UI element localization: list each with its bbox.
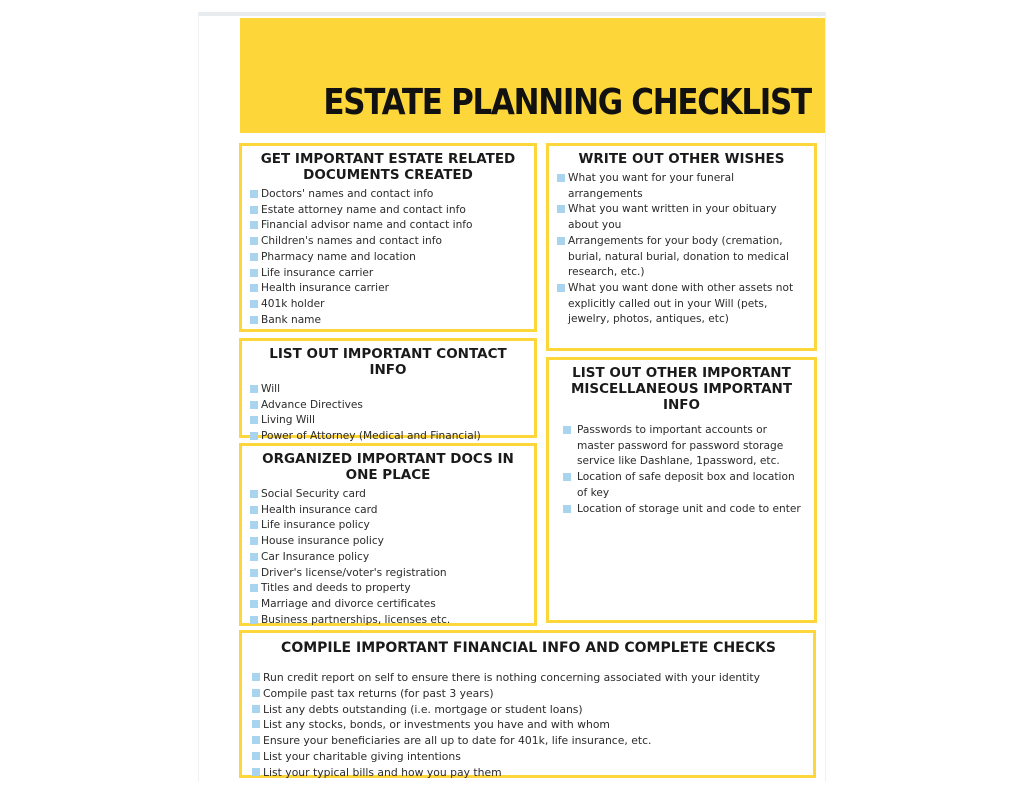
section-contact-info	[239, 338, 537, 443]
checkbox-square-icon	[250, 569, 258, 577]
checkbox-square-icon	[557, 284, 565, 292]
checkbox-square-icon	[250, 190, 258, 198]
checklist-item-text: Location of safe deposit box and location of key	[577, 471, 795, 499]
checkbox-square-icon	[250, 269, 258, 277]
checklist-item-text: Marriage and divorce certificates	[261, 597, 436, 610]
checklist	[557, 423, 806, 517]
checklist-item	[250, 550, 526, 566]
section-documents	[239, 143, 537, 332]
checkbox-square-icon	[252, 768, 260, 776]
checkbox-square-icon	[563, 426, 571, 434]
checklist-item-text: Car Insurance policy	[261, 550, 370, 563]
checklist-item	[250, 566, 526, 582]
checklist-item-text: Estate attorney name and contact info	[261, 203, 466, 216]
checklist-item-text: Business partnerships, licenses etc.	[261, 613, 451, 626]
checklist-item	[557, 281, 806, 328]
checkbox-square-icon	[557, 174, 565, 182]
checklist-item-text: Will	[261, 383, 281, 395]
section-organize-docs	[239, 443, 537, 626]
checklist-item	[252, 733, 805, 749]
checklist-item	[250, 218, 526, 234]
checklist-item	[250, 581, 526, 597]
checklist-item-text: Life insurance carrier	[261, 266, 374, 279]
page-title: ESTATE PLANNING CHECKLIST	[323, 82, 811, 123]
title-banner	[240, 18, 825, 133]
checklist-item	[250, 487, 526, 503]
checklist-item-text: 401k holder	[261, 297, 325, 310]
checklist-item-text: Ensure your beneficiaries are all up to date for 401k, life insurance, etc.	[263, 734, 652, 748]
checkbox-square-icon	[557, 237, 565, 245]
checklist-item-text: Living Will	[261, 414, 315, 427]
checkbox-square-icon	[250, 600, 258, 608]
checklist-item-text: What you want for your funeral arrangements	[568, 172, 735, 200]
checklist-item-text: Titles and deeds to property	[261, 582, 411, 595]
checklist-item	[250, 313, 526, 329]
checklist-item-text: Social Security card	[261, 488, 366, 500]
checklist-item	[252, 765, 805, 781]
checkbox-square-icon	[250, 616, 258, 624]
checkbox-square-icon	[252, 689, 260, 697]
checklist-item	[252, 670, 805, 686]
checkbox-square-icon	[250, 401, 258, 409]
checklist-item-text: Children's names and contact info	[261, 235, 442, 248]
checklist-item-text: Life insurance policy	[261, 519, 370, 532]
checklist-item	[557, 202, 806, 233]
checkbox-square-icon	[252, 720, 260, 728]
checkbox-square-icon	[563, 473, 571, 481]
checkbox-square-icon	[250, 284, 258, 292]
checkbox-square-icon	[250, 385, 258, 393]
checklist-item-text: List any debts outstanding (i.e. mortgage or student loans)	[263, 702, 583, 716]
checklist-item	[557, 171, 806, 202]
checkbox-square-icon	[250, 490, 258, 498]
section-financial-info	[239, 630, 816, 778]
checklist-item	[252, 749, 805, 765]
checklist-item-text: Compile past tax returns (for past 3 years)	[263, 686, 494, 700]
checklist-item	[250, 297, 526, 313]
section-other-wishes	[546, 143, 817, 351]
checklist	[250, 187, 526, 328]
checkbox-square-icon	[250, 584, 258, 592]
checklist-item	[250, 187, 526, 203]
checklist-item-text: Run credit report on self to ensure there is nothing concerning associated with your identity	[263, 671, 761, 684]
checklist-item	[557, 234, 806, 281]
checklist-item-text: Power of Attorney (Medical and Financial)	[261, 430, 481, 443]
section-heading: GET IMPORTANT ESTATE RELATED DOCUMENTS CREATED	[260, 151, 516, 183]
checklist-item	[563, 470, 806, 501]
checkbox-square-icon	[563, 505, 571, 513]
checklist-item	[250, 203, 526, 219]
checkbox-square-icon	[250, 253, 258, 261]
checklist-item-text: List your charitable giving intentions	[263, 749, 461, 763]
checklist-item-text: Health insurance carrier	[261, 282, 389, 295]
checklist-item-text: Pharmacy name and location	[261, 250, 416, 263]
checklist-item-text: What you want done with other assets not explicitly called out in your Will (pets, jewelry, photos, antiques, etc)	[568, 281, 794, 326]
checklist-item	[250, 266, 526, 282]
checklist-item	[250, 613, 526, 629]
checkbox-square-icon	[557, 205, 565, 213]
checklist-item	[250, 597, 526, 613]
checklist-item	[252, 702, 805, 718]
checklist-item	[250, 382, 526, 398]
checkbox-square-icon	[250, 416, 258, 424]
section-heading: ORGANIZED IMPORTANT DOCS IN ONE PLACE	[262, 451, 514, 483]
checklist-item	[252, 686, 805, 702]
checklist-item-text: Driver's license/voter's registration	[261, 566, 447, 579]
checkbox-square-icon	[250, 521, 258, 529]
checklist-item	[252, 717, 805, 733]
checklist	[252, 670, 805, 781]
checklist-item-text: Arrangements for your body (cremation, burial, natural burial, donation to medical research, etc.)	[568, 234, 789, 279]
checkbox-square-icon	[252, 705, 260, 713]
checkbox-square-icon	[250, 553, 258, 561]
checkbox-square-icon	[250, 237, 258, 245]
checklist-item-text: Advance Directives	[261, 398, 363, 411]
checklist-item	[250, 398, 526, 414]
checklist-item-text: List your typical bills and how you pay them	[263, 765, 502, 779]
checklist-item-text: Bank name	[261, 313, 322, 326]
section-heading: WRITE OUT OTHER WISHES	[578, 151, 785, 167]
checkbox-square-icon	[250, 316, 258, 324]
checklist-item-text: List any stocks, bonds, or investments you have and with whom	[263, 718, 610, 732]
checklist-item	[250, 234, 526, 250]
section-heading: LIST OUT OTHER IMPORTANT MISCELLANEOUS IMPORTANT INFO	[570, 365, 793, 413]
checklist-item	[250, 281, 526, 297]
checkbox-square-icon	[250, 537, 258, 545]
checklist-item	[250, 250, 526, 266]
section-heading: LIST OUT IMPORTANT CONTACT INFO	[269, 346, 507, 378]
checklist-item	[250, 503, 526, 519]
checklist-item-text: Passwords to important accounts or master password for password storage service like Dashlane, 1password, etc.	[577, 424, 784, 468]
checkbox-square-icon	[252, 752, 260, 760]
checklist-item	[250, 413, 526, 429]
checklist-item	[250, 518, 526, 534]
checklist-item-text: What you want written in your obituary about you	[568, 203, 777, 232]
checklist-item-text: Location of storage unit and code to enter	[577, 502, 801, 515]
checklist	[250, 487, 526, 628]
checklist-item	[563, 423, 806, 470]
checklist-item-text: Health insurance card	[261, 503, 378, 516]
checkbox-square-icon	[250, 221, 258, 229]
section-heading: COMPILE IMPORTANT FINANCIAL INFO AND COMPLETE CHECKS	[281, 640, 776, 656]
checkbox-square-icon	[250, 432, 258, 440]
checklist-item	[563, 502, 806, 518]
checklist	[250, 382, 526, 445]
checkbox-square-icon	[250, 506, 258, 514]
section-misc-info	[546, 357, 817, 623]
checkbox-square-icon	[252, 673, 260, 681]
checkbox-square-icon	[250, 206, 258, 214]
checklist-item-text: House insurance policy	[261, 535, 384, 548]
checklist-item	[250, 534, 526, 550]
checklist	[557, 171, 806, 328]
checkbox-square-icon	[250, 300, 258, 308]
checklist-item-text: Doctors' names and contact info	[261, 188, 434, 200]
checkbox-square-icon	[252, 736, 260, 744]
checklist-item-text: Financial advisor name and contact info	[261, 219, 473, 232]
